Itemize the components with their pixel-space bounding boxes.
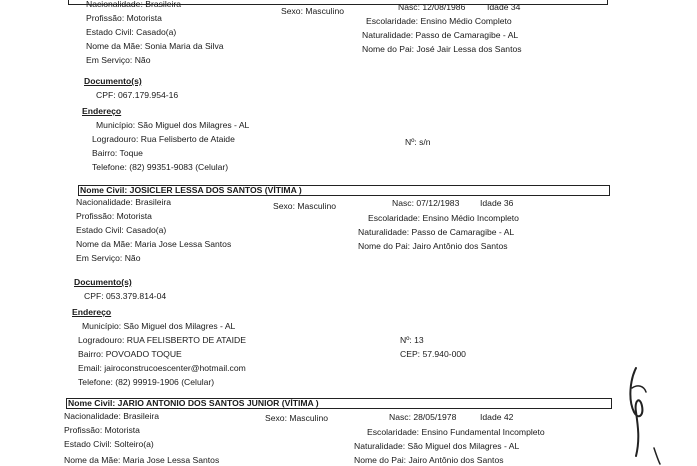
person-2-phone: Telefone: (82) 99919-1906 (Celular): [78, 377, 215, 387]
person-2-street: Logradouro: RUA FELISBERTO DE ATAIDE: [78, 335, 246, 345]
person-1-phone: Telefone: (82) 99351-9083 (Celular): [92, 162, 229, 172]
person-3-header: Nome Civil: JARIO ANTONIO DOS SANTOS JUNIOR (VÍTIMA ): [68, 398, 319, 408]
person-2-cpf: CPF: 053.379.814-04: [84, 291, 167, 301]
person-3-education: Escolaridade: Ensino Fundamental Incompleto: [367, 427, 545, 437]
person-2-civil-status: Estado Civil: Casado(a): [76, 225, 167, 235]
person-1-mother: Nome da Mãe: Sonia Maria da Silva: [86, 41, 224, 51]
person-1-age: Idade 34: [487, 2, 521, 12]
person-1-documents-title: Documento(s): [84, 76, 142, 86]
person-2-municipality: Município: São Miguel dos Milagres - AL: [82, 321, 236, 331]
person-2-address-title: Endereço: [72, 307, 112, 317]
person-2-number: Nº: 13: [400, 335, 424, 345]
person-2-mother: Nome da Mãe: Maria Jose Lessa Santos: [76, 239, 232, 249]
person-3-mother: Nome da Mãe: Maria Jose Lessa Santos: [64, 455, 220, 465]
person-1-education: Escolaridade: Ensino Médio Completo: [366, 16, 512, 26]
person-1-municipality: Município: São Miguel dos Milagres - AL: [96, 120, 250, 130]
person-2-neighborhood: Bairro: POVOADO TOQUE: [78, 349, 182, 359]
person-2-father: Nome do Pai: Jairo Antônio dos Santos: [358, 241, 508, 251]
person-1-in-service: Em Serviço: Não: [86, 55, 151, 65]
person-2-birthdate: Nasc: 07/12/1983: [392, 198, 460, 208]
person-1-birthplace: Naturalidade: Passo de Camaragibe - AL: [362, 30, 519, 40]
person-2-nationality: Nacionalidade: Brasileira: [76, 197, 172, 207]
person-3-age: Idade 42: [480, 412, 514, 422]
person-1-nationality: Nacionalidade: Brasileira: [86, 0, 182, 9]
person-1-birthdate: Nasc: 12/08/1986: [398, 2, 466, 12]
person-2-cep: CEP: 57.940-000: [400, 349, 466, 359]
person-1-number: Nº: s/n: [405, 137, 431, 147]
person-2-profession: Profissão: Motorista: [76, 211, 152, 221]
person-3-nationality: Nacionalidade: Brasileira: [64, 411, 160, 421]
person-3-civil-status: Estado Civil: Solteiro(a): [64, 439, 154, 449]
person-1-neighborhood: Bairro: Toque: [92, 148, 143, 158]
person-2-sex: Sexo: Masculino: [273, 201, 337, 211]
person-3-birthplace: Naturalidade: São Miguel dos Milagres - AL: [354, 441, 520, 451]
person-3-profession: Profissão: Motorista: [64, 425, 140, 435]
person-1-sex: Sexo: Masculino: [281, 6, 345, 16]
person-1-father: Nome do Pai: José Jair Lessa dos Santos: [362, 44, 522, 54]
person-1-civil-status: Estado Civil: Casado(a): [86, 27, 177, 37]
person-3-sex: Sexo: Masculino: [265, 413, 329, 423]
handwritten-signature: [620, 360, 680, 465]
person-2-in-service: Em Serviço: Não: [76, 253, 141, 263]
person-2-documents-title: Documento(s): [74, 277, 132, 287]
person-1-profession: Profissão: Motorista: [86, 13, 162, 23]
person-1-cpf: CPF: 067.179.954-16: [96, 90, 179, 100]
person-1-address-title: Endereço: [82, 106, 122, 116]
person-3-birthdate: Nasc: 28/05/1978: [389, 412, 457, 422]
person-2-education: Escolaridade: Ensino Médio Incompleto: [368, 213, 519, 223]
person-1-street: Logradouro: Rua Felisberto de Ataide: [92, 134, 235, 144]
person-2-email: Email: jairoconstrucoescenter@hotmail.com: [78, 363, 246, 373]
person-2-birthplace: Naturalidade: Passo de Camaragibe - AL: [358, 227, 515, 237]
person-2-header: Nome Civil: JOSICLER LESSA DOS SANTOS (VÍTIMA ): [80, 185, 302, 195]
person-3-father: Nome do Pai: Jairo Antônio dos Santos: [354, 455, 504, 465]
person-2-age: Idade 36: [480, 198, 514, 208]
